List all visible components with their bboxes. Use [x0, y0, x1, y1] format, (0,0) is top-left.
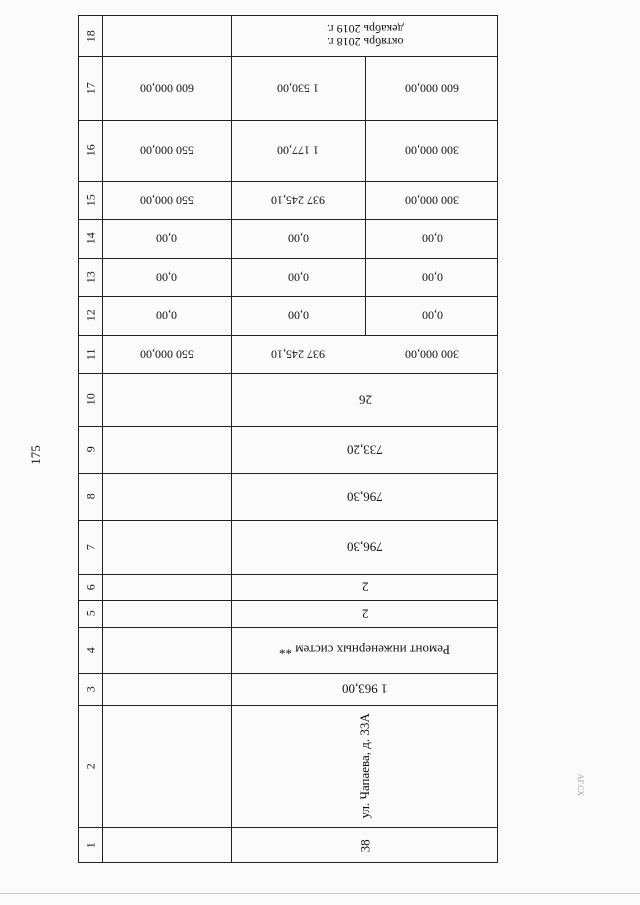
cell-11-b: 937 245,10 — [271, 347, 325, 362]
address-cell: ул. Чапаева, д. 33А — [357, 713, 373, 819]
column-number-1: 1 — [83, 842, 98, 849]
column-number-13: 13 — [83, 271, 98, 283]
cell-11-c: 300 000,00 — [405, 347, 459, 362]
column-number-16: 16 — [83, 144, 98, 157]
cell-10: 26 — [358, 392, 372, 408]
cell-16-c: 300 000,00 — [405, 143, 459, 158]
scan-mark: АГ.СХ — [576, 773, 585, 797]
cell-8: 796,30 — [347, 489, 383, 505]
column-number-11: 11 — [83, 348, 98, 360]
column-number-14: 14 — [83, 232, 98, 245]
cell-13-a: 0,00 — [156, 270, 177, 285]
column-number-4: 4 — [83, 647, 98, 653]
column-number-3: 3 — [83, 686, 98, 692]
page-number: 175 — [28, 445, 43, 465]
cell-15-c: 300 000,00 — [405, 193, 459, 208]
cell-17-c: 600 000,00 — [405, 81, 459, 96]
cell-13-b: 0,00 — [287, 270, 309, 285]
cell-14-b: 0,00 — [287, 231, 309, 246]
column-number-12: 12 — [83, 309, 98, 322]
period-end: декабрь 2019 г. — [326, 23, 404, 37]
column-number-10: 10 — [83, 393, 98, 406]
column-number-9: 9 — [83, 446, 98, 453]
column-number-7: 7 — [83, 544, 98, 550]
cell-15-a: 550 000,00 — [139, 193, 194, 208]
cell-14-c: 0,00 — [421, 231, 443, 246]
cell-16-b: 1 177,00 — [277, 143, 319, 158]
cell-17-b: 1 530,00 — [277, 81, 319, 96]
cell-17-a: 600 000,00 — [139, 81, 194, 96]
column-number-17: 17 — [83, 82, 98, 94]
cell-7: 796,30 — [347, 539, 383, 555]
cell-9: 733,20 — [347, 442, 383, 458]
period-start: октябрь 2018 г. — [326, 35, 404, 50]
work-type-cell: Ремонт инженерных систем ** — [279, 642, 451, 658]
cell-16-a: 550 000,00 — [139, 143, 194, 158]
footer-divider — [0, 893, 640, 894]
column-number-18: 18 — [83, 30, 98, 42]
column-number-8: 8 — [83, 493, 98, 500]
cell-15-b: 937 245,10 — [271, 193, 325, 208]
column-number-15: 15 — [83, 194, 98, 206]
column-number-6: 6 — [83, 584, 98, 590]
row-number-cell: 38 — [357, 838, 373, 852]
cell-12-b: 0,00 — [287, 308, 309, 323]
cell-13-c: 0,00 — [421, 270, 443, 285]
cell-6: 2 — [361, 579, 369, 595]
cell-12-a: 0,00 — [156, 308, 177, 323]
cell-12-c: 0,00 — [421, 308, 443, 323]
column-number-5: 5 — [83, 610, 98, 617]
cell-14-a: 0,00 — [156, 231, 177, 246]
rotated-data-table — [78, 15, 498, 863]
total-area-cell: 1 963,00 — [342, 681, 388, 697]
column-number-2: 2 — [83, 763, 98, 769]
cell-11-a: 550 000,00 — [139, 347, 194, 362]
cell-5: 2 — [361, 606, 369, 622]
period-cell — [231, 16, 499, 56]
